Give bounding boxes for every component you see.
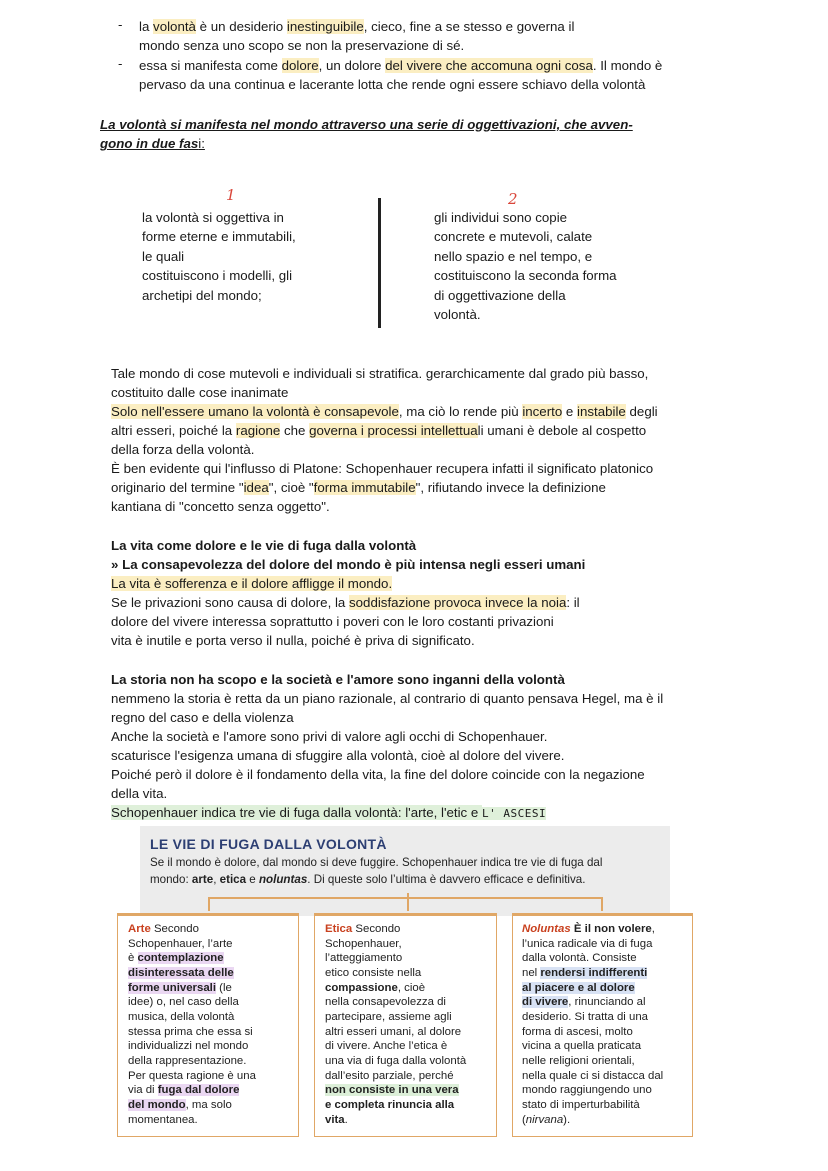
- para-line: Schopenhauer indica tre vie di fuga dalla volontà: l'arte, l'etic e L' ASCESI: [111, 805, 547, 820]
- section-subtitle: » La consapevolezza del dolore del mondo è più intensa negli esseri umani: [111, 557, 586, 572]
- para-line: della forza della volontà.: [111, 442, 255, 457]
- para-line: Se le privazioni sono causa di dolore, la soddisfazione provoca invece la noia: il: [111, 595, 580, 610]
- box-title: LE VIE DI FUGA DALLA VOLONTÀ: [150, 836, 387, 852]
- para-line: Poiché però il dolore è il fondamento della vita, la fine del dolore coincide con la negazione: [111, 767, 645, 782]
- para-line: kantiana di "concetto senza oggetto".: [111, 499, 330, 514]
- card-etica-text: Etica Secondo Schopenhauer, l’atteggiamento etico consiste nella compassione, cioè nella consapevolezza di partecipare, assieme agli altri esseri umani, al dolore di vivere. Anche l’etica è una via di fuga dalla volontà dall’esito parziale, perché non consiste in una vera e completa rinuncia alla vita.: [325, 923, 467, 1126]
- connector-arrow-arte: [208, 897, 210, 911]
- section-title-vita: La vita come dolore e le vie di fuga dalla volontà: [111, 538, 417, 553]
- bullet-2-line-1: essa si manifesta come dolore, un dolore del vivere che accomuna ogni cosa. Il mondo è: [139, 58, 663, 73]
- bullet-1-line-2: mondo senza uno scopo se non la preservazione di sé.: [139, 38, 465, 53]
- bullet-dash: -: [118, 17, 123, 32]
- para-line: dolore del vivere interessa soprattutto i poveri con le loro costanti privazioni: [111, 614, 554, 629]
- phase-number-2: 2: [508, 190, 518, 208]
- box-intro: Se il mondo è dolore, dal mondo si deve fuggire. Schopenhauer indica tre vie di fuga dal mondo: arte, etica e noluntas. Di queste solo l’ultima è davvero efficace e definitiva.: [150, 856, 603, 886]
- section-title-storia: La storia non ha scopo e la società e l'amore sono inganni della volontà: [111, 672, 565, 687]
- bullet-1-line-1: la volontà è un desiderio inestinguibile, cieco, fine a se stesso e governa il: [139, 19, 575, 34]
- card-arte-text: Arte Secondo Schopenhauer, l’arte è contemplazione disinteressata delle forme universali (le idee) o, nel caso della musica, della volontà stessa prima che essa si individualizzi nel mondo della rappresentazione. Per questa ragione è una via di fuga dal dolore del mondo, ma solo momentanea.: [128, 923, 256, 1126]
- para-line: Anche la società e l'amore sono privi di valore agli occhi di Schopenhauer.: [111, 729, 548, 744]
- phase-2-text: gli individui sono copie concrete e mutevoli, calate nello spazio e nel tempo, e costituiscono la seconda forma di oggettivazione della volontà.: [434, 210, 617, 323]
- card-noluntas-text: Noluntas È il non volere, l’unica radicale via di fuga dalla volontà. Consiste nel rendersi indifferenti al piacere e al dolore di vivere, rinunciando al desiderio. Si tratta di una forma di ascesi, molto vicina a quella praticata nelle religioni orientali, nella quale ci si distacca dal mondo raggiungendo uno stato di imperturbabilità (nirvana).: [522, 923, 664, 1126]
- section-heading: La volontà si manifesta nel mondo attraverso una serie di oggettivazioni, che avven- gono in due fasi:: [100, 117, 633, 151]
- phase-1-text: la volontà si oggettiva in forme eterne e immutabili, le quali costituiscono i modelli, gli archetipi del mondo;: [142, 210, 296, 303]
- para-line: Tale mondo di cose mutevoli e individuali si stratifica. gerarchicamente dal grado più basso,: [111, 366, 649, 381]
- para-line: della vita.: [111, 786, 168, 801]
- phase-number-1: 1: [226, 186, 236, 204]
- bullet-dash: -: [118, 56, 123, 71]
- para-line: altri esseri, poiché la ragione che governa i processi intellettuali umani è debole al cospetto: [111, 423, 647, 438]
- connector-line: [208, 897, 602, 899]
- para-line: vita è inutile e porta verso il nulla, poiché è priva di significato.: [111, 633, 475, 648]
- para-line: Solo nell'essere umano la volontà è consapevole, ma ciò lo rende più incerto e instabile degli: [111, 404, 658, 419]
- connector-arrow-noluntas: [601, 897, 603, 911]
- phase-divider: [378, 198, 381, 328]
- para-line: costituito dalle cose inanimate: [111, 385, 289, 400]
- para-line: È ben evidente qui l'influsso di Platone: Schopenhauer recupera infatti il significato platonico: [111, 461, 654, 476]
- bullet-2-line-2: pervaso da una continua e lacerante lotta che rende ogni essere schiavo della volontà: [139, 77, 646, 92]
- para-line: originario del termine "idea", cioè "forma immutabile", rifiutando invece la definizione: [111, 480, 606, 495]
- para-line: nemmeno la storia è retta da un piano razionale, al contrario di quanto pensava Hegel, ma è il: [111, 691, 664, 706]
- para-line: regno del caso e della violenza: [111, 710, 294, 725]
- para-line: La vita è sofferenza e il dolore affligge il mondo.: [111, 576, 393, 591]
- connector-arrow-etica: [407, 893, 409, 911]
- para-line: scaturisce l'esigenza umana di sfuggire alla volontà, cioè al dolore del vivere.: [111, 748, 565, 763]
